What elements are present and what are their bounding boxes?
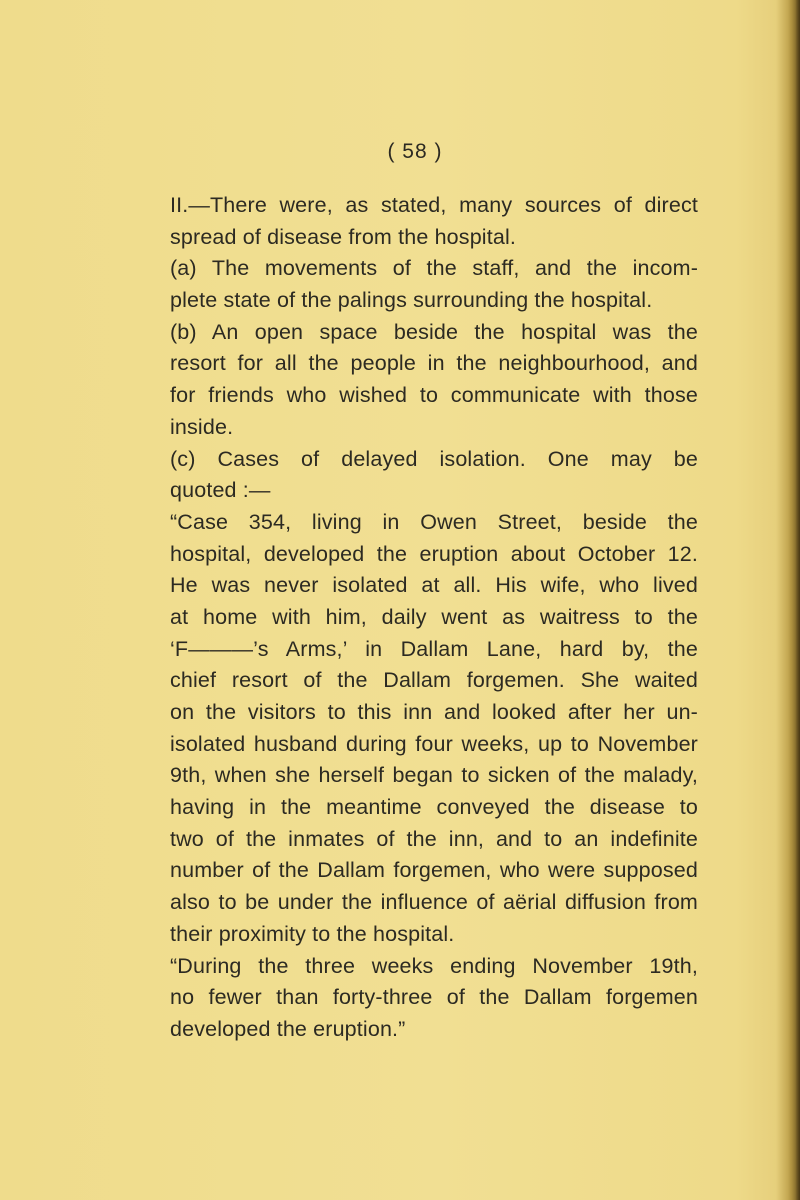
text-line: also to be under the influence of aërial diffusion from — [170, 890, 698, 915]
text-line: He was never isolated at all. His wife, who lived — [170, 573, 698, 598]
page-number: ( 58 ) — [387, 140, 443, 163]
body-text — [170, 190, 698, 1046]
text-line: (b) An open space beside the hospital was the — [170, 319, 698, 344]
text-line: number of the Dallam forgemen, who were supposed — [170, 858, 698, 883]
text-line: quoted :— — [170, 478, 271, 503]
text-line: resort for all the people in the neighbourhood, and — [170, 351, 698, 376]
text-line: for friends who wished to communicate with those — [170, 383, 698, 408]
text-line: “Case 354, living in Owen Street, beside the — [170, 509, 698, 534]
text-line: at home with him, daily went as waitress to the — [170, 604, 698, 629]
text-line: on the visitors to this inn and looked after her un- — [170, 700, 698, 724]
text-line: inside. — [170, 414, 234, 439]
page-edge-shadow — [788, 0, 800, 1200]
text-line: two of the inmates of the inn, and to an indefinite — [170, 826, 698, 851]
text-line: ‘F———’s Arms,’ in Dallam Lane, hard by, the — [170, 636, 698, 661]
text-line: (c) Cases of delayed isolation. One may be — [170, 446, 698, 471]
text-line: no fewer than forty-three of the Dallam forgemen — [170, 985, 698, 1010]
text-line: plete state of the palings surrounding the hospital. — [170, 288, 653, 313]
text-line: hospital, developed the eruption about October 12. — [170, 541, 698, 566]
text-line: isolated husband during four weeks, up to November — [170, 731, 698, 756]
text-line: II.—There were, as stated, many sources of direct — [170, 193, 698, 217]
text-line: having in the meantime conveyed the disease to — [170, 795, 698, 820]
text-line: “During the three weeks ending November 19th, — [170, 953, 698, 978]
text-line: developed the eruption.” — [170, 1016, 406, 1041]
text-line: (a) The movements of the staff, and the incom- — [170, 256, 698, 281]
text-line: 9th, when she herself began to sicken of the malady, — [170, 763, 698, 788]
text-line: spread of disease from the hospital. — [170, 224, 517, 249]
text-line: chief resort of the Dallam forgemen. She waited — [170, 668, 698, 693]
text-line: their proximity to the hospital. — [170, 921, 455, 946]
